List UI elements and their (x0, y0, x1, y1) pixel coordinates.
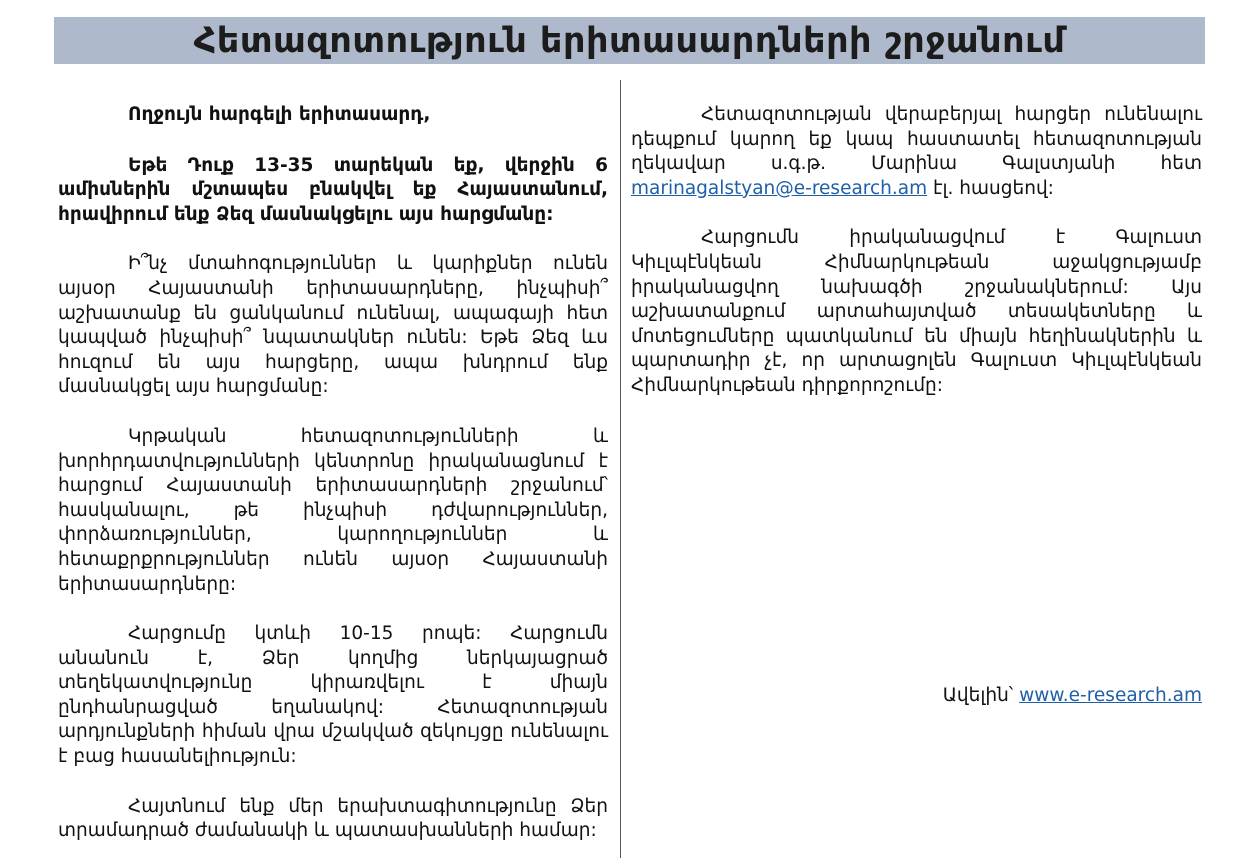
intro-paragraph: Ի՞նչ մտահոգություններ և կարիքներ ունեն այսօր Հայաստանի երիտասարդները, ինչպիսի՞ աշխատանք են ցանկանում ունենալ, ապագայի հետ կապված ինչպիսի՞ նպատակներ ունեն: Եթե Ձեզ ևս հուզում են այս հարցերը, ապա խնդրում ենք մասնակցել այս հարցմանը: (58, 253, 608, 398)
page-title: Հետազոտություն երիտասարդների շրջանում (193, 21, 1066, 61)
contact-text-end: էլ. հասցեով: (927, 177, 1054, 199)
duration-paragraph: Հարցումը կտևի 10-15 րոպե: Հարցումն անանուն է, Ձեր կողմից ներկայացրած տեղեկատվությունը կիրառվելու է միայն ընդհանրացված եղանակով: Հետազոտության արդյունքների հիման վրա մշակված զեկույցը ունենալու է բաց հասանելիություն: (58, 623, 608, 768)
more-info-label: Ավելին՝ (942, 685, 1020, 706)
about-paragraph: Կրթական հետազոտությունների և խորհրդատվությունների կենտրոնը իրականացնում է հարցում Հայաստանի երիտասարդների շրջանում՝ հասկանալու, թե ինչպիսի դժվարություններ, փորձառություններ, կարողություններ և հետաքրքրություններ ունեն այսօր Հայաստանի երիտասարդները: (58, 425, 608, 595)
contact-paragraph (631, 103, 1202, 201)
column-divider (620, 80, 621, 858)
website-link[interactable]: www.e-research.am (1019, 685, 1202, 706)
page-title-banner (54, 17, 1205, 64)
contact-email-link[interactable]: marinagalstyan@e-research.am (631, 177, 928, 199)
right-column (631, 103, 1202, 399)
greeting: Ողջույն հարգելի երիտասարդ, (128, 104, 431, 125)
invitation-paragraph: Եթե Դուք 13-35 տարեկան եք, վերջին 6 ամիսներին մշտապես բնակվել եք Հայաստանում, հրավիրում ենք Ձեզ մասնակցելու այս հարցմանը: (58, 154, 608, 225)
thanks-paragraph: Հայտնում ենք մեր երախտագիտությունը Ձեր տրամադրած ժամանակի և պատասխանների համար: (58, 795, 608, 842)
funding-paragraph: Հարցումն իրականացվում է Գալուստ Կիւլպէնկեան Հիմնարկութեան աջակցությամբ իրականացվող նախագծի շրջանակներում: Այս աշխատանքում արտահայտված տեսակետները և մոտեցումները պատկանում են միայն հեղինակներին և պարտադիր չէ, որ արտացոլեն Գալուստ Կիւլպէնկեան Հիմնարկութեան դիրքորոշումը: (631, 227, 1202, 396)
contact-text: Հետազոտության վերաբերյալ հարցեր ունենալու դեպքում կարող եք կապ հաստատել հետազոտության ղեկավար ս.գ.թ. Մարինա Գալստյանի հետ (631, 104, 1202, 175)
more-info (631, 684, 1202, 709)
left-column (58, 103, 608, 844)
